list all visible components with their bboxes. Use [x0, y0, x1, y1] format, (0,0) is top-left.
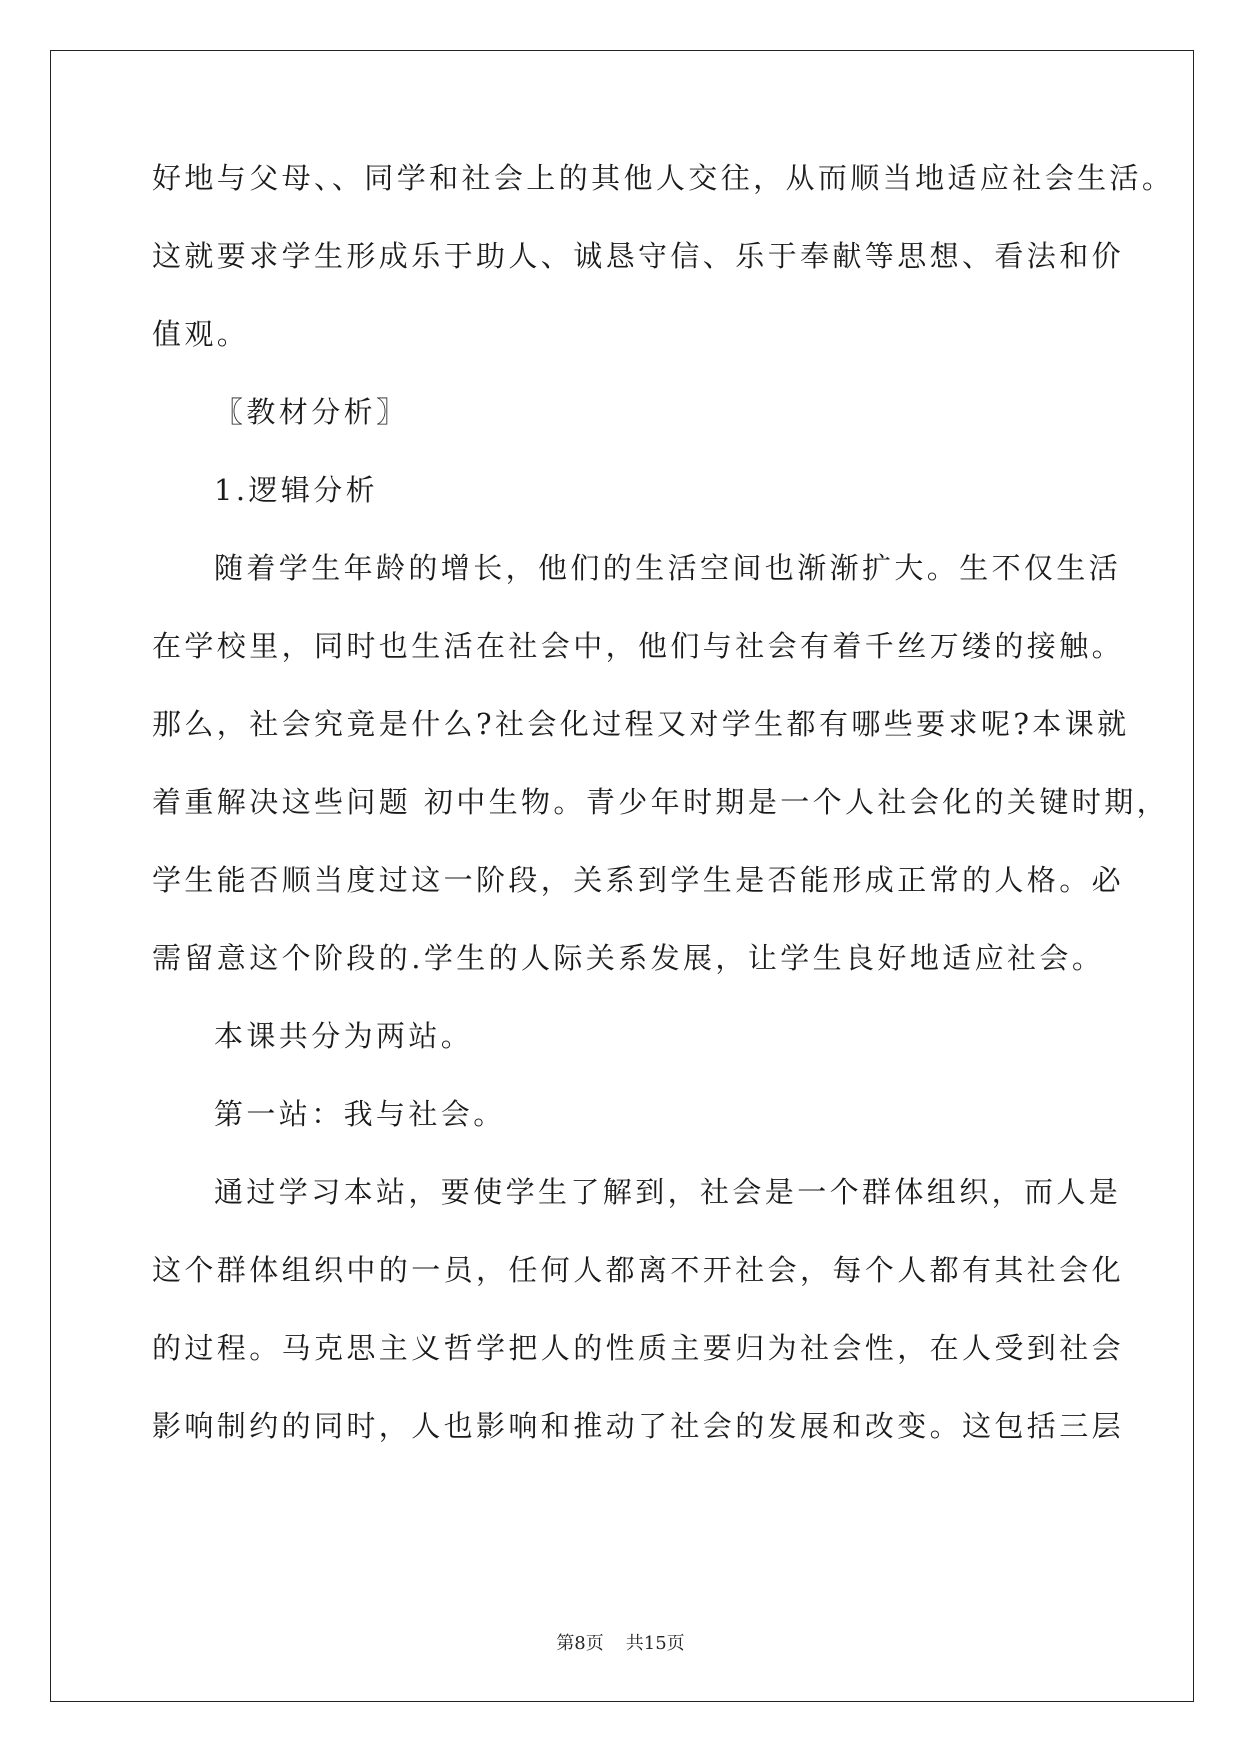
- text-line: 值观。: [152, 317, 250, 351]
- text-line: 随着学生年龄的增长，他们的生活空间也渐渐扩大。生不仅生活: [214, 551, 1122, 585]
- text-line: 着重解决这些问题 初中生物。青少年时期是一个人社会化的关键时期，: [152, 785, 1170, 819]
- text-line: 本课共分为两站。: [214, 1019, 474, 1053]
- text-line: 那么，社会究竟是什么?社会化过程又对学生都有哪些要求呢?本课就: [152, 707, 1130, 741]
- text-line: 通过学习本站，要使学生了解到，社会是一个群体组织，而人是: [214, 1175, 1122, 1209]
- page-number: 第8页: [556, 1633, 604, 1654]
- text-line: 好地与父母、、同学和社会上的其他人交往，从而顺当地适应社会生活。: [152, 161, 1175, 195]
- page-footer: [0, 1632, 1241, 1656]
- text-line: 第一站：我与社会。: [214, 1097, 506, 1131]
- text-line: 这个群体组织中的一员，任何人都离不开社会，每个人都有其社会化: [152, 1253, 1125, 1287]
- section-heading: 〖教材分析〗: [214, 395, 409, 429]
- text-line: 学生能否顺当度过这一阶段，关系到学生是否能形成正常的人格。必: [152, 863, 1125, 897]
- text-line: 这就要求学生形成乐于助人、诚恳守信、乐于奉献等思想、看法和价: [152, 239, 1125, 273]
- subsection-heading: 1.逻辑分析: [214, 473, 379, 507]
- page-total: 共15页: [625, 1633, 685, 1654]
- text-line: 影响制约的同时，人也影响和推动了社会的发展和改变。这包括三层: [152, 1409, 1125, 1443]
- text-line: 需留意这个阶段的.学生的人际关系发展，让学生良好地适应社会。: [152, 941, 1105, 975]
- text-line: 的过程。马克思主义哲学把人的性质主要归为社会性，在人受到社会: [152, 1331, 1125, 1365]
- text-line: 在学校里，同时也生活在社会中，他们与社会有着千丝万缕的接触。: [152, 629, 1125, 663]
